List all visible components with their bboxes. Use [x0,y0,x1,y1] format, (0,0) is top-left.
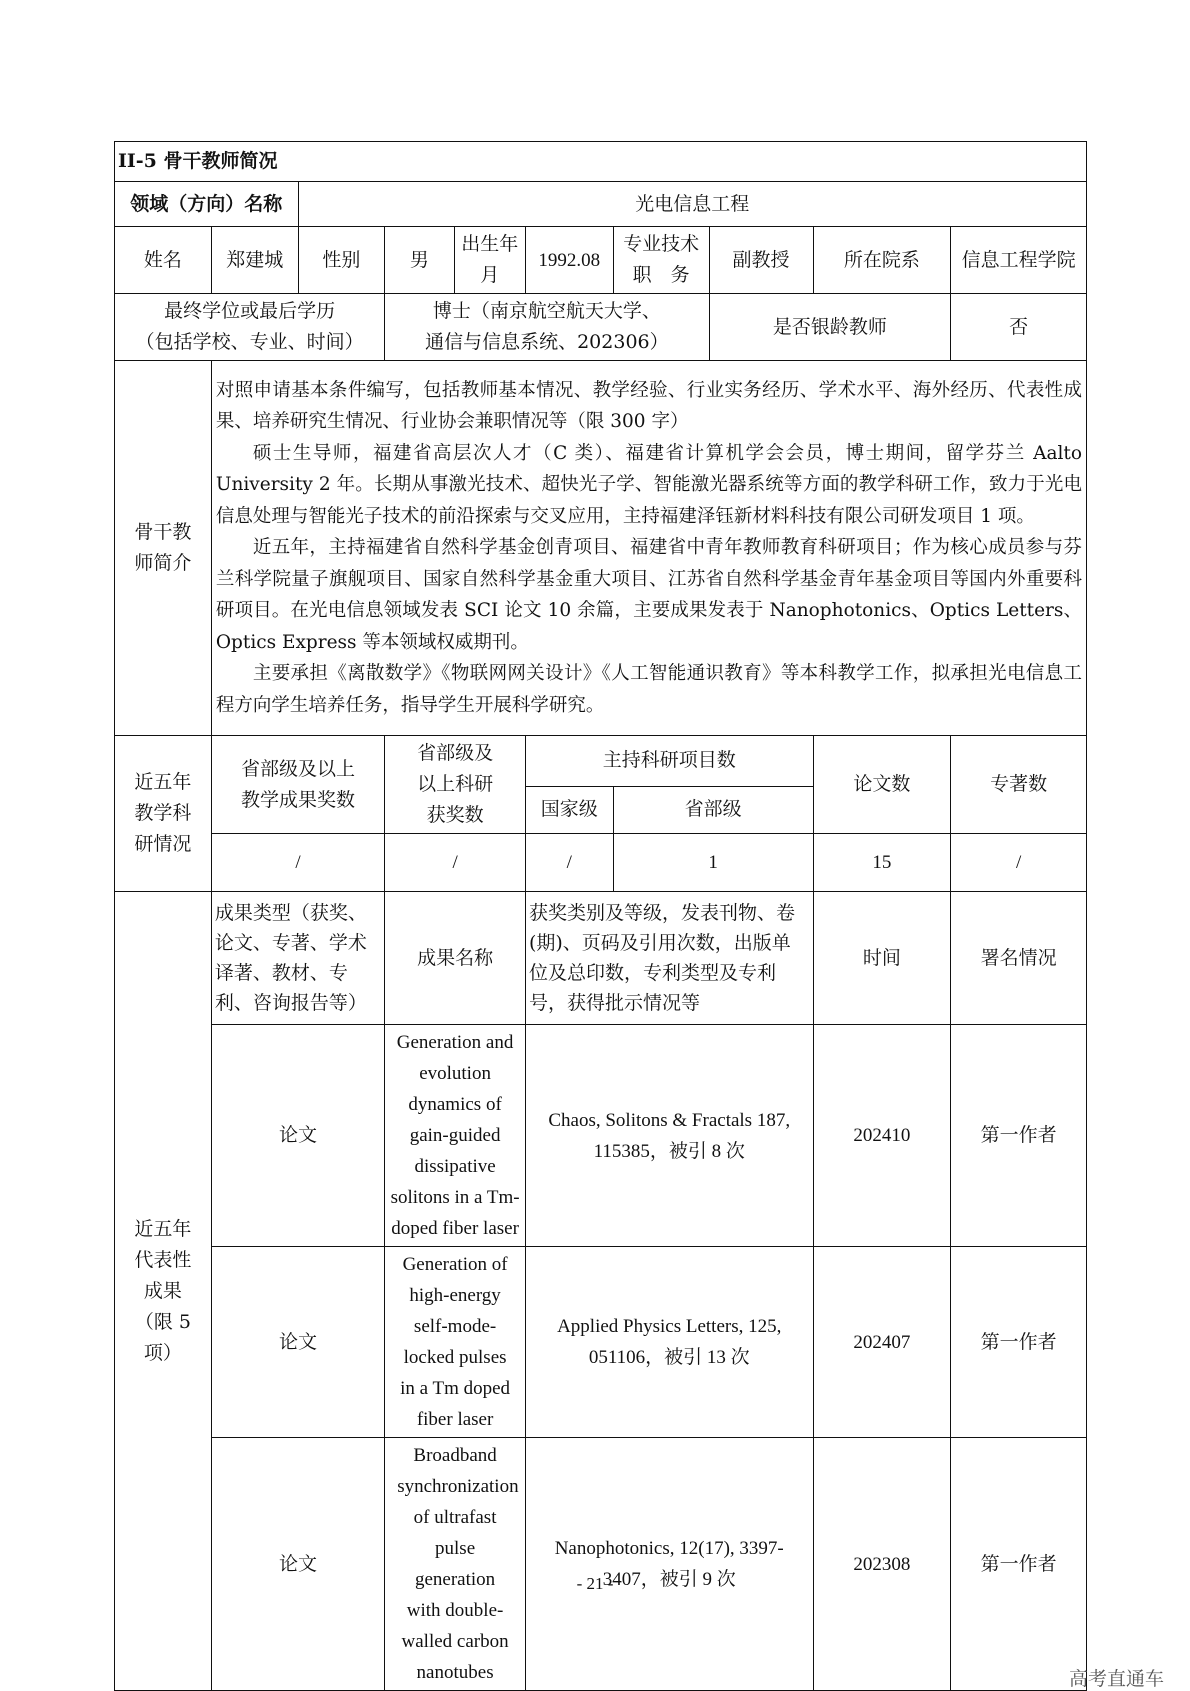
table-row [115,1438,1087,1691]
stats-header-research-award: 省部级及以上科研获奖数 [385,736,526,834]
degree-label-line2: （包括学校、专业、时间） [135,331,364,353]
teacher-profile-table [114,141,1087,1691]
dept-label: 所在院系 [813,227,951,294]
achievement-detail: Applied Physics Letters, 125, 051106，被引 13 次 [525,1247,813,1438]
title-value: 副教授 [709,227,813,294]
dept-value: 信息工程学院 [951,227,1087,294]
achievement-name: Broadband synchronization of ultrafast pulse generation with double-walled carbon nanotubes [385,1438,526,1691]
stats-value-national: / [525,834,613,892]
stats-header-papers: 论文数 [813,736,951,834]
stats-value-research-award: / [385,834,526,892]
gender-value: 男 [385,227,454,294]
degree-label [115,294,385,361]
achievement-type: 论文 [211,1025,384,1247]
page-number: - 21 - [576,1574,614,1593]
achievements-header-type: 成果类型（获奖、论文、专著、学术译著、教材、专利、咨询报告等） [211,892,384,1025]
stats-header-provincial: 省部级 [613,786,813,833]
achievement-detail: Nanophotonics, 12(17), 3397-3407，被引 9 次 [525,1438,813,1691]
achievement-time: 202410 [813,1025,951,1247]
section-title: II-5 骨干教师简况 [115,142,1087,182]
field-label: 领域（方向）名称 [115,182,299,227]
bio-paragraph-3: 主要承担《离散数学》《物联网网关设计》《人工智能通识教育》等本科教学工作，拟承担光电信息工程方向学生培养任务，指导学生开展科学研究。 [215,663,1082,716]
stats-header-teaching-award: 省部级及以上教学成果奖数 [211,736,384,834]
bio-paragraph-2: 近五年，主持福建省自然科学基金创青项目、福建省中青年教师教育科研项目；作为核心成员参与芬兰科学院量子旗舰项目、国家自然科学基金重大项目、江苏省自然科学基金青年基金项目等国内外重要科研项目。在光电信息领域发表 SCI 论文 10 余篇，主要成果发表于 Nanophotonics、Optics Letters、Optics Express 等本领域权威期刊。 [215,537,1082,653]
bio-paragraph-1: 硕士生导师，福建省高层次人才（C 类）、福建省计算机学会会员，博士期间，留学芬兰 Aalto University 2 年。长期从事激光技术、超快光子学、智能激光器系统等方面的教学科研工作，致力于光电信息处理与智能光子技术的前沿探索与交叉应用，主持福建泽钰新材料科技有限公司研发项目 1 项。 [215,442,1082,527]
name-value: 郑建城 [211,227,298,294]
table-row [115,1025,1087,1247]
achievement-time: 202407 [813,1247,951,1438]
achievement-name: Generation and evolution dynamics of gain-guided dissipative solitons in a Tm-doped fiber laser [385,1025,526,1247]
degree-value [385,294,709,361]
stats-value-books: / [951,834,1087,892]
stats-header-books: 专著数 [951,736,1087,834]
achievements-header-time: 时间 [813,892,951,1025]
stats-value-teaching-award: / [211,834,384,892]
achievement-type: 论文 [211,1438,384,1691]
birth-label: 出生年月 [454,227,525,294]
degree-value-line2: 通信与信息系统、202306） [425,331,669,353]
degree-value-line1: 博士（南京航空航天大学、 [432,300,661,322]
achievement-author: 第一作者 [951,1438,1087,1691]
achievements-header-detail: 获奖类别及等级，发表刊物、卷(期)、页码及引用次数，出版单位及总印数，专利类型及专利号，获得批示情况等 [525,892,813,1025]
achievements-header-name: 成果名称 [385,892,526,1025]
achievement-type: 论文 [211,1247,384,1438]
senior-teacher-value: 否 [951,294,1087,361]
senior-teacher-label: 是否银龄教师 [709,294,951,361]
degree-label-line1: 最终学位或最后学历 [164,300,336,322]
stats-header-national: 国家级 [525,786,613,833]
stats-label: 近五年教学科研情况 [115,736,212,892]
bio-label: 骨干教师简介 [115,361,212,736]
achievement-detail: Chaos, Solitons & Fractals 187, 115385，被引 8 次 [525,1025,813,1247]
achievement-time: 202308 [813,1438,951,1691]
stats-value-papers: 15 [813,834,951,892]
watermark-text: 高考直通车 [1068,1668,1164,1690]
birth-value: 1992.08 [525,227,613,294]
field-value: 光电信息工程 [298,182,1086,227]
achievement-author: 第一作者 [951,1025,1087,1247]
stats-header-projects: 主持科研项目数 [525,736,813,787]
table-row [115,1247,1087,1438]
stats-value-provincial: 1 [613,834,813,892]
bio-instruction: 对照申请基本条件编写，包括教师基本情况、教学经验、行业实务经历、学术水平、海外经历、代表性成果、培养研究生情况、行业协会兼职情况等（限 300 字） [215,379,1082,433]
title-label: 专业技术职 务 [613,227,709,294]
name-label: 姓名 [115,227,212,294]
achievement-name: Generation of high-energy self-mode-locked pulses in a Tm doped fiber laser [385,1247,526,1438]
achievement-author: 第一作者 [951,1247,1087,1438]
bio-content [211,361,1086,736]
achievements-label: 近五年代表性成果（限 5 项） [115,892,212,1691]
achievements-header-author: 署名情况 [951,892,1087,1025]
gender-label: 性别 [298,227,385,294]
